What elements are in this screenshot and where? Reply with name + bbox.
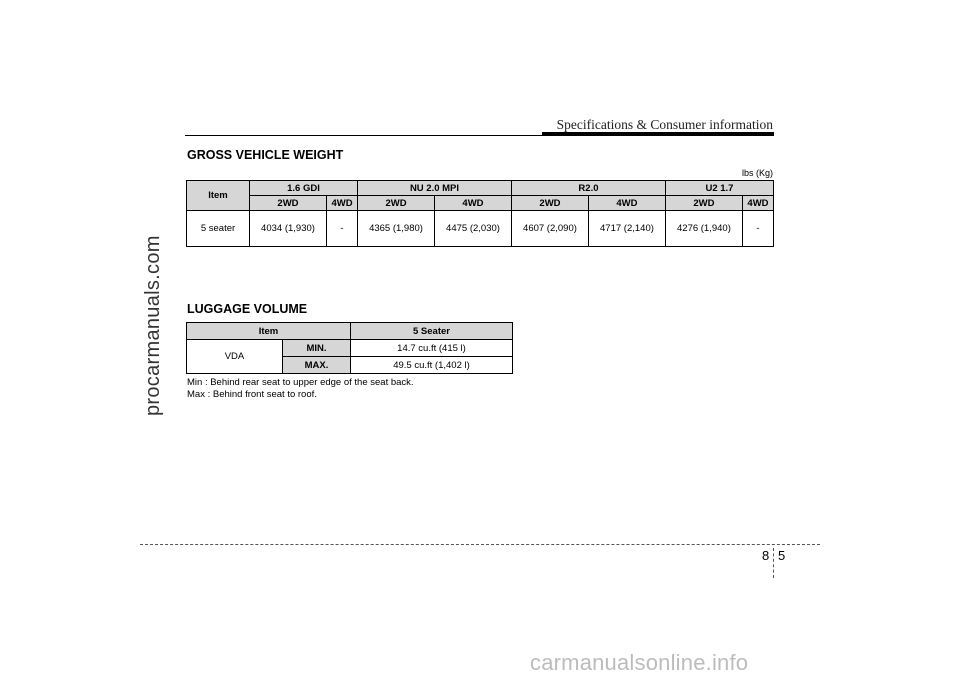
luggage-section-title: LUGGAGE VOLUME: [187, 302, 308, 316]
gvw-cell: 4717 (2,140): [588, 211, 665, 247]
gvw-item-header: Item: [187, 181, 250, 211]
gvw-cell: -: [742, 211, 773, 247]
gvw-section-title: GROSS VEHICLE WEIGHT: [187, 148, 344, 162]
luggage-min-label: MIN.: [283, 340, 351, 357]
footer-rule: [140, 544, 820, 545]
gvw-engine-header: U2 1.7: [665, 181, 773, 196]
gvw-engine-header: R2.0: [511, 181, 665, 196]
luggage-seater-header: 5 Seater: [351, 323, 513, 340]
gvw-units: lbs (Kg): [741, 168, 773, 178]
gvw-drive-header: 4WD: [588, 196, 665, 211]
gvw-cell: 4475 (2,030): [435, 211, 512, 247]
luggage-table: [186, 322, 513, 374]
luggage-max-value: 49.5 cu.ft (1,402 l): [351, 357, 513, 374]
luggage-row-label: VDA: [187, 340, 283, 374]
header-accent-bar: [542, 132, 774, 136]
gvw-drive-header: 4WD: [742, 196, 773, 211]
gvw-cell: 4034 (1,930): [250, 211, 327, 247]
luggage-max-label: MAX.: [283, 357, 351, 374]
gvw-drive-header: 2WD: [511, 196, 588, 211]
gvw-drive-header: 4WD: [435, 196, 512, 211]
gvw-drive-header: 2WD: [358, 196, 435, 211]
luggage-note-max: Max : Behind front seat to roof.: [187, 389, 317, 400]
gvw-cell: -: [326, 211, 357, 247]
luggage-note-min: Min : Behind rear seat to upper edge of the seat back.: [187, 377, 414, 388]
footer-watermark: carmanualsonline.info: [530, 650, 749, 675]
luggage-min-value: 14.7 cu.ft (415 l): [351, 340, 513, 357]
page-chapter-number: 8: [762, 548, 770, 563]
table-row: [187, 340, 513, 357]
gvw-engine-header: NU 2.0 MPI: [358, 181, 512, 196]
side-watermark: procarmanuals.com: [142, 235, 164, 416]
page-header-title: Specifications & Consumer information: [556, 117, 773, 132]
gvw-table: [186, 180, 774, 247]
table-row: [187, 211, 774, 247]
gvw-drive-header: 2WD: [250, 196, 327, 211]
page-number: 5: [778, 548, 786, 563]
gvw-row-label: 5 seater: [187, 211, 250, 247]
gvw-cell: 4607 (2,090): [511, 211, 588, 247]
page-number-divider: [773, 548, 774, 578]
gvw-engine-header: 1.6 GDI: [250, 181, 358, 196]
gvw-drive-header: 4WD: [326, 196, 357, 211]
gvw-cell: 4365 (1,980): [358, 211, 435, 247]
luggage-item-header: Item: [187, 323, 351, 340]
gvw-drive-header: 2WD: [665, 196, 742, 211]
gvw-cell: 4276 (1,940): [665, 211, 742, 247]
